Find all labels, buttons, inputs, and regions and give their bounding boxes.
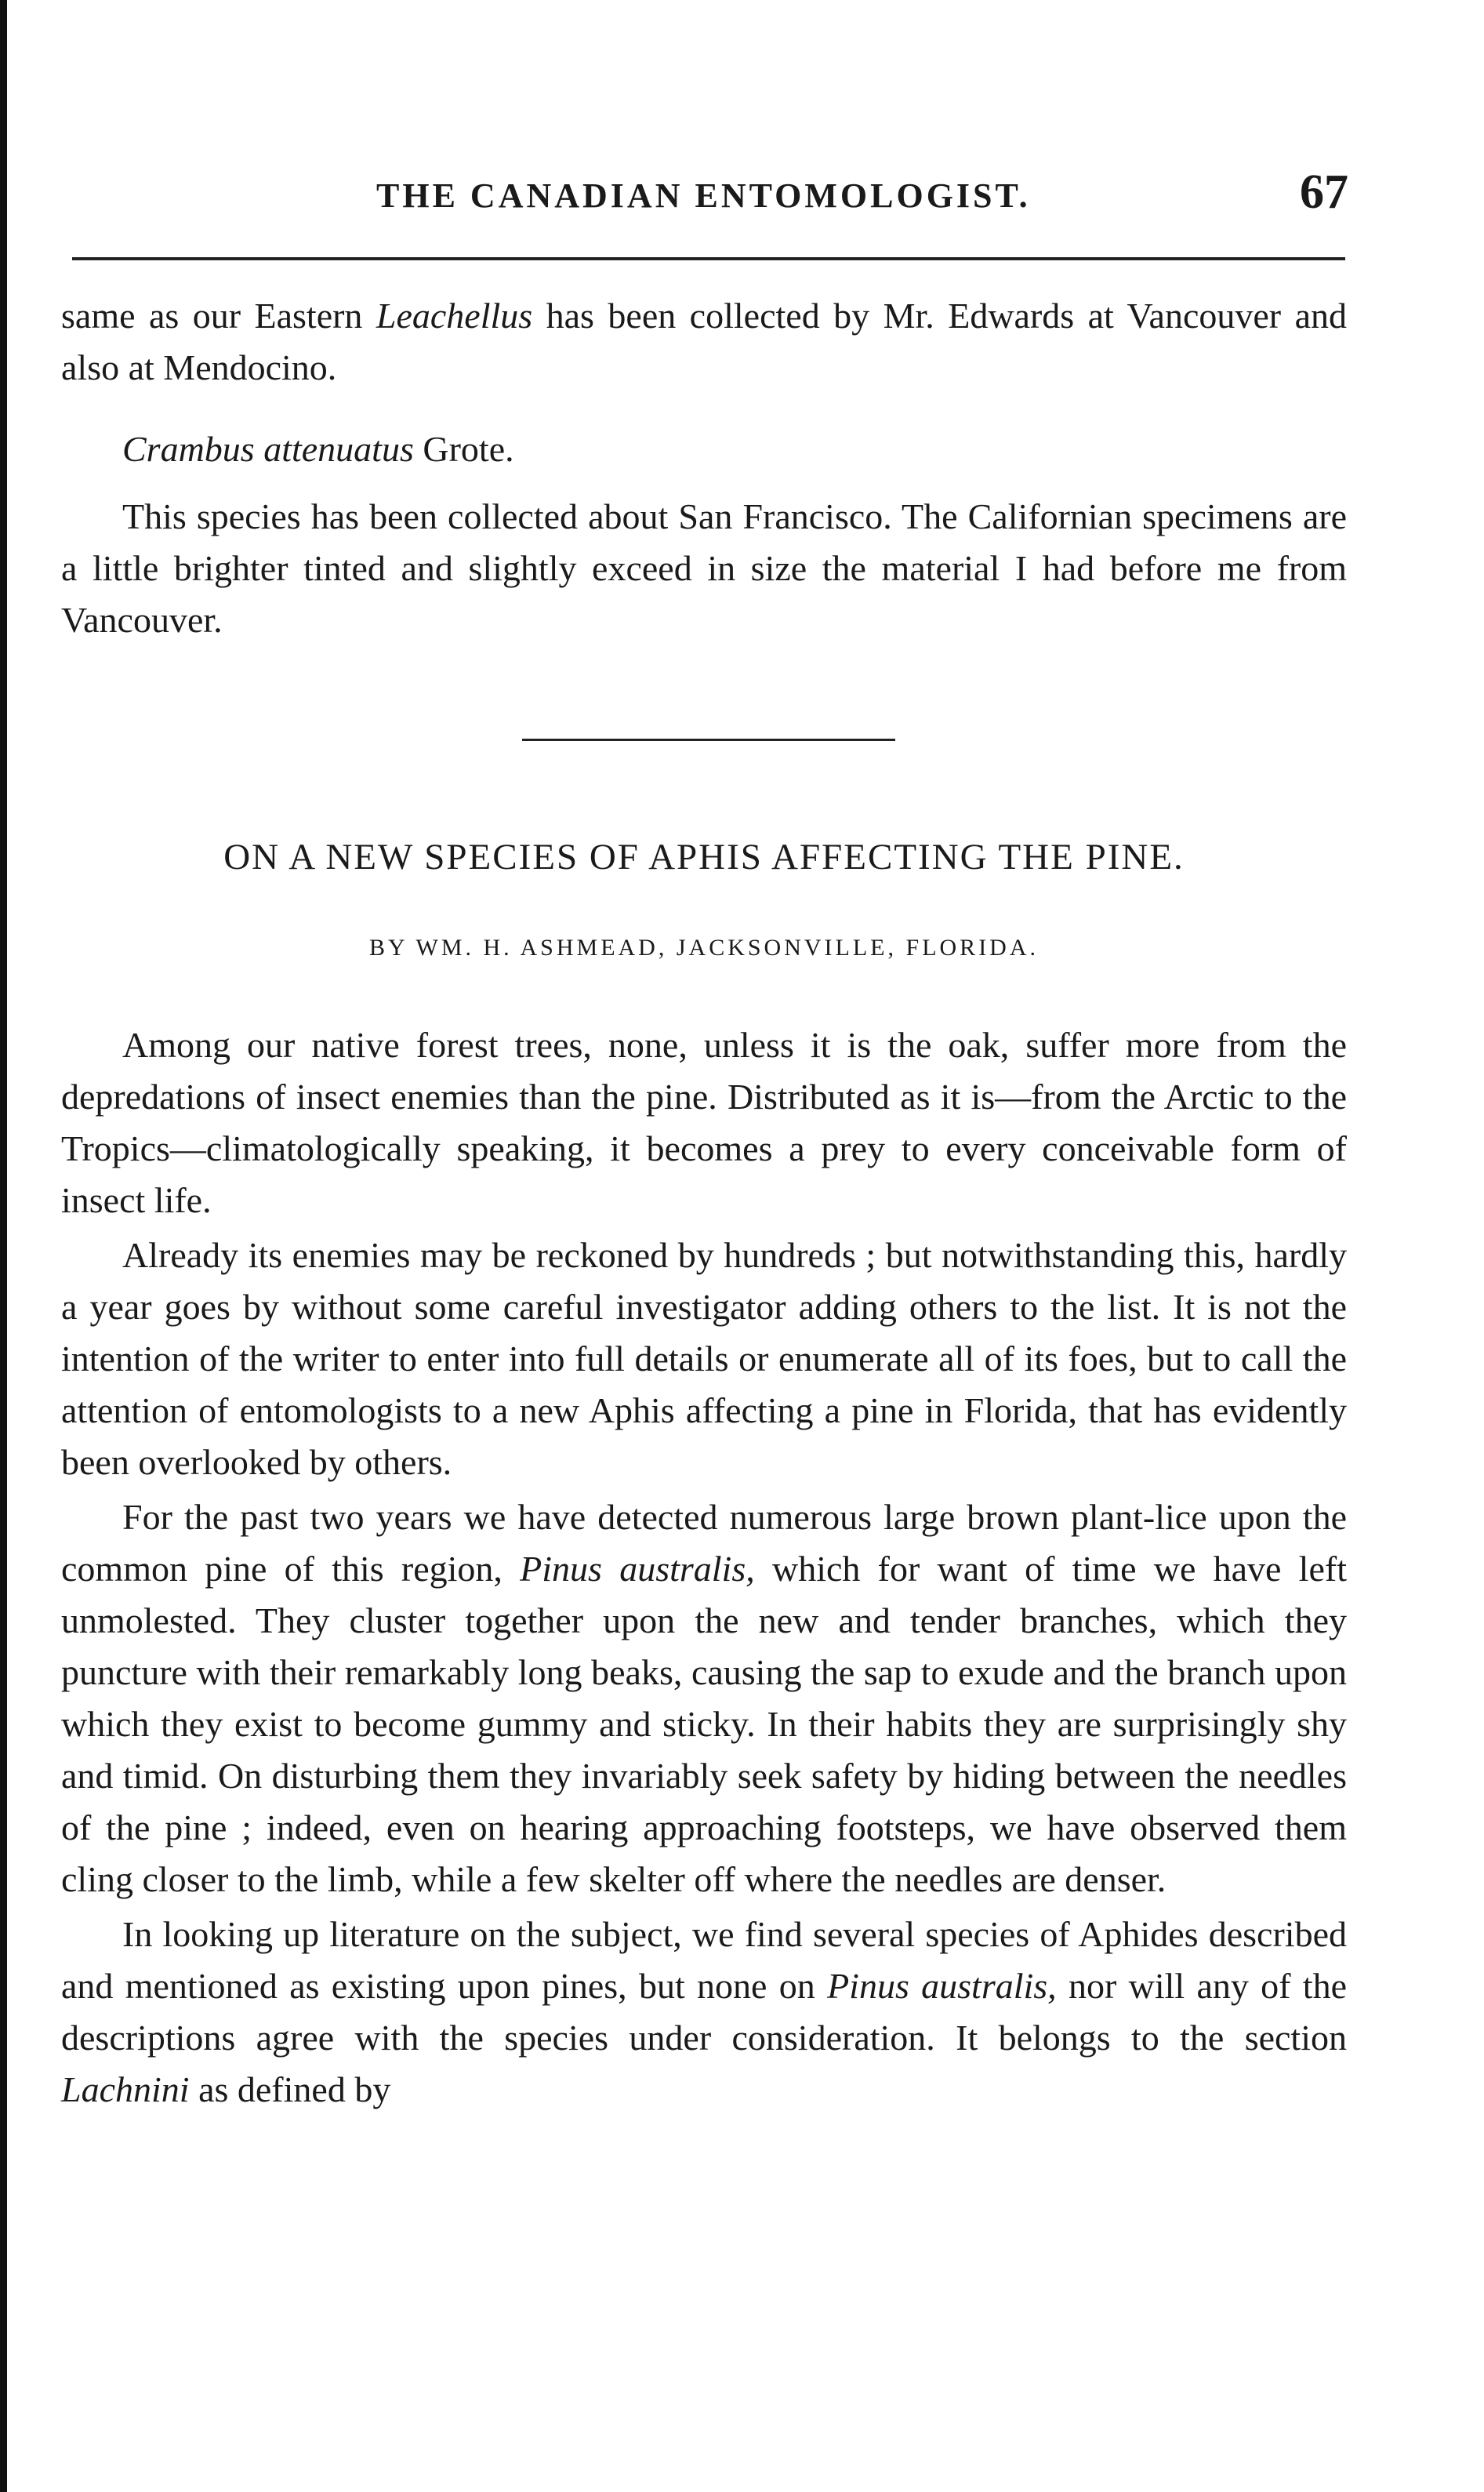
genus-name: Leachellus (376, 296, 533, 336)
paragraph-text: nor will any of the descriptions agree with the species under consideration. It belongs to the section (61, 1966, 1347, 2058)
taxon-section-name: Lachnini (61, 2069, 190, 2109)
previous-article-paragraph-2 (61, 491, 1347, 646)
header-rule (72, 257, 1345, 260)
paragraph-text: This species has been collected about San Francisco. The Californian specimens are a little brighter tinted and slightly exceed in size the material I had before me from Vancouver. (61, 496, 1347, 640)
article-paragraph-1: Among our native forest trees, none, unless it is the oak, suffer more from the depredations of insect enemies than the pine. Distributed as it is—from the Arctic to the Tropics—climatologically speaking, it becomes a prey to every conceivable form of insect life. (61, 1025, 1347, 1220)
article-byline: BY WM. H. ASHMEAD, JACKSONVILLE, FLORIDA. (368, 935, 1040, 961)
page-binding-edge (0, 0, 7, 2492)
article-paragraph-3 (61, 1491, 1347, 1905)
paragraph-text: as defined by (189, 2069, 391, 2109)
previous-article-paragraph-1 (61, 290, 1347, 394)
species-name: Pinus australis, (827, 1966, 1057, 2006)
species-author: Grote. (413, 429, 514, 469)
article-paragraph-4 (61, 1909, 1347, 2116)
section-divider (522, 739, 895, 741)
species-name: Crambus attenuatus (122, 429, 414, 469)
paragraph-text: has been collected by Mr. Edwards at Vancouver and also at Mendocino. (61, 296, 1347, 387)
species-heading (61, 423, 1347, 475)
running-title: THE CANADIAN ENTOMOLOGIST. (376, 176, 1031, 215)
article-body (61, 1019, 1347, 2116)
paragraph-text: For the past two years we have detected numerous large brown plant-lice upon the common pine of this region, (61, 1497, 1347, 1589)
paragraph-text: which for want of time we have left unmolested. They cluster together upon the new and tender branches, which they puncture with their remarkably long beaks, causing the sap to exude and the branch upon which they exist to become gummy and sticky. In their habits they are surprisingly shy and timid. On disturbing them they invariably seek safety by hiding between the needles of the pine ; indeed, even on hearing approaching footsteps, we have observed them cling closer to the limb, while a few skelter off where the needles are denser. (61, 1549, 1347, 1899)
species-name: Pinus australis, (520, 1549, 755, 1589)
article-title: ON A NEW SPECIES OF APHIS AFFECTING THE PINE. (223, 837, 1185, 877)
paragraph-text: same as our Eastern (61, 296, 376, 336)
page-header (63, 165, 1348, 227)
page-number: 67 (1300, 165, 1348, 219)
article-paragraph-2: Already its enemies may be reckoned by hundreds ; but notwithstanding this, hardly a year goes by without some careful investigator adding others to the list. It is not the intention of the writer to enter into full details or enumerate all of its foes, but to call the attention of entomologists to a new Aphis affecting a pine in Florida, that has evidently been overlooked by others. (61, 1235, 1347, 1482)
paragraph-text: In looking up literature on the subject, we find several species of Aphides described and mentioned as existing upon pines, but none on (61, 1914, 1347, 2006)
